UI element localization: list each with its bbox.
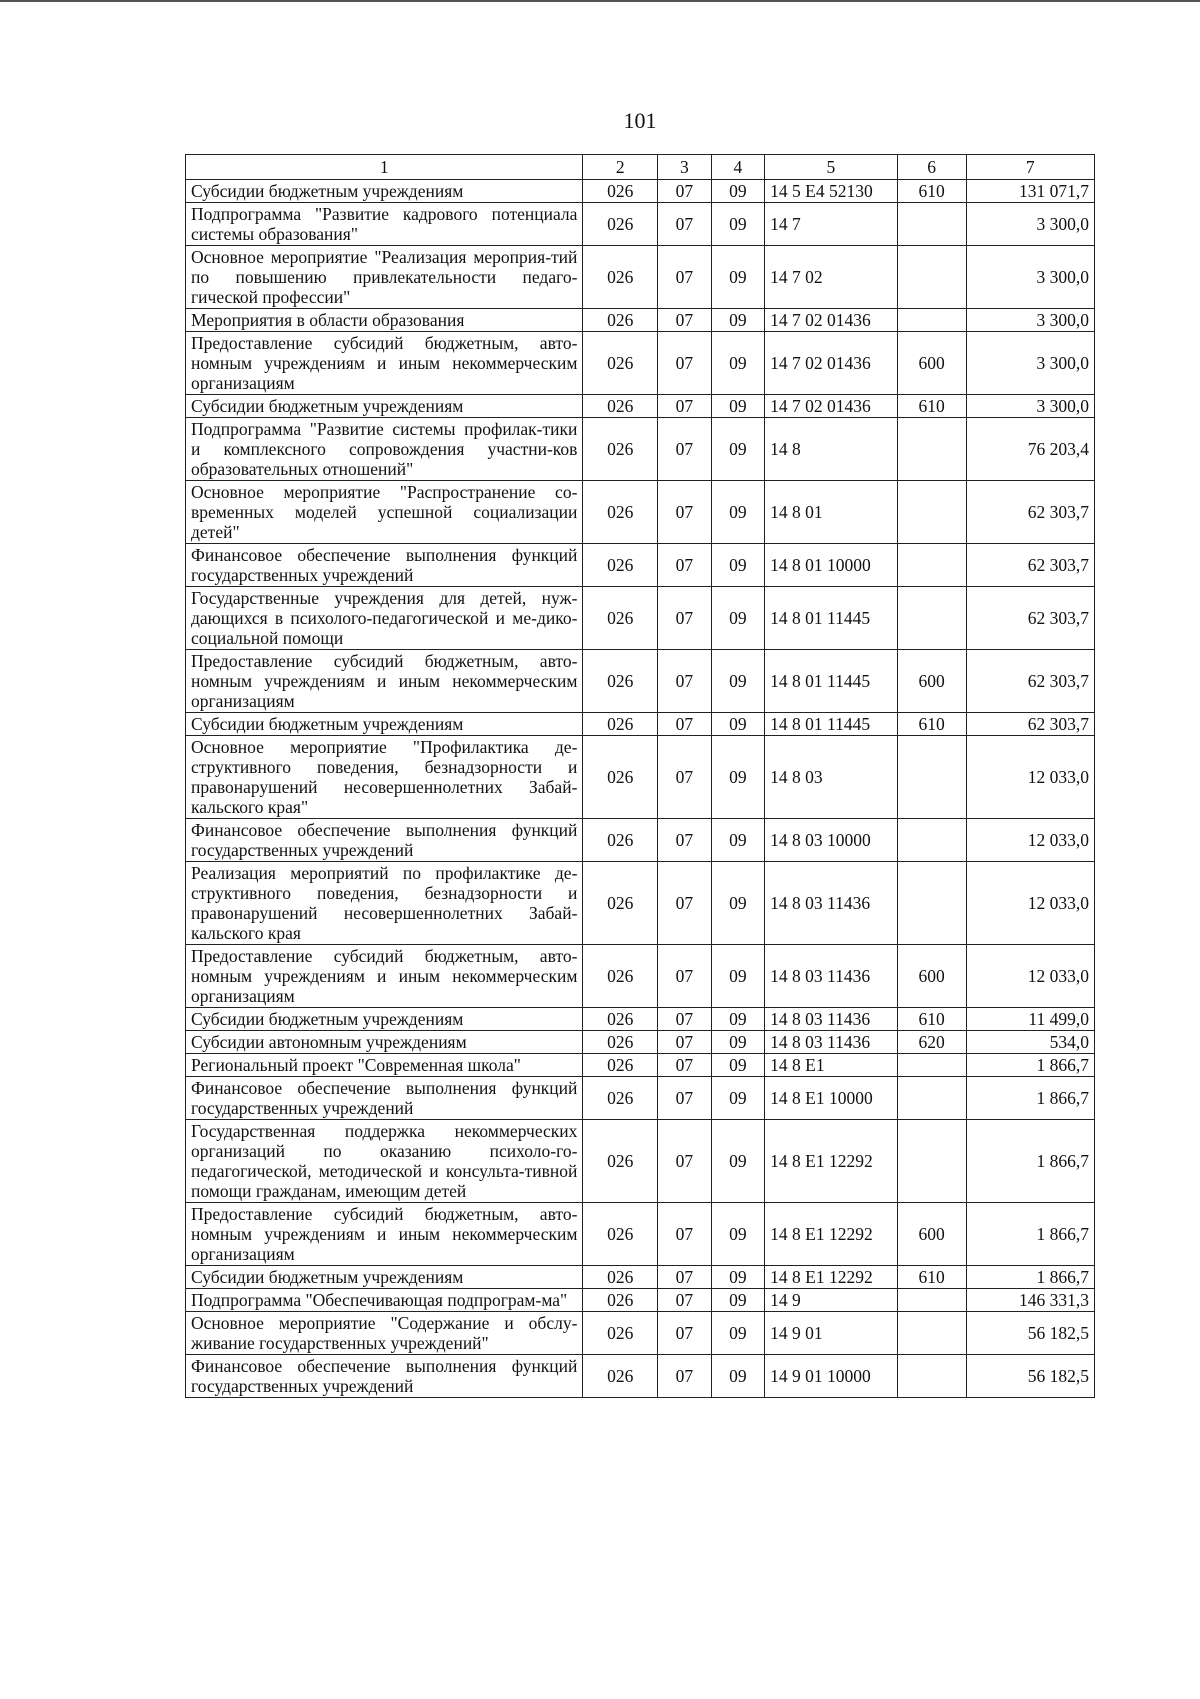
target-article-cell: 14 8 E1 12292 [765,1266,897,1289]
chief-admin-code-cell: 026 [583,544,658,587]
section-code-cell: 07 [658,544,712,587]
chief-admin-code-cell: 026 [583,481,658,544]
chief-admin-code-cell: 026 [583,1077,658,1120]
row-name-cell: Субсидии бюджетным учреждениям [186,1008,583,1031]
row-name-cell: Основное мероприятие "Профилактика де-структивного поведения, безнадзорности и правонарушений несовершеннолетних Забай-кальского края" [186,736,583,819]
table-row [186,1355,1095,1398]
chief-admin-code-cell: 026 [583,332,658,395]
section-code-cell: 07 [658,713,712,736]
target-article-cell: 14 7 02 01436 [765,309,897,332]
header-cell: 6 [897,155,966,180]
subsection-code-cell: 09 [711,1312,765,1355]
expense-type-cell: 610 [897,395,966,418]
amount-cell: 1 866,7 [966,1266,1094,1289]
subsection-code-cell: 09 [711,587,765,650]
expense-type-cell: 600 [897,650,966,713]
row-name-cell: Субсидии бюджетным учреждениям [186,395,583,418]
target-article-cell: 14 8 01 11445 [765,713,897,736]
chief-admin-code-cell: 026 [583,1031,658,1054]
expense-type-cell: 600 [897,945,966,1008]
header-cell: 7 [966,155,1094,180]
expense-type-cell [897,418,966,481]
amount-cell: 3 300,0 [966,246,1094,309]
table-row [186,1289,1095,1312]
subsection-code-cell: 09 [711,1077,765,1120]
expense-type-cell: 600 [897,1203,966,1266]
chief-admin-code-cell: 026 [583,1266,658,1289]
subsection-code-cell: 09 [711,819,765,862]
amount-cell: 3 300,0 [966,309,1094,332]
chief-admin-code-cell: 026 [583,1312,658,1355]
target-article-cell: 14 8 01 11445 [765,587,897,650]
target-article-cell: 14 8 01 10000 [765,544,897,587]
chief-admin-code-cell: 026 [583,418,658,481]
amount-cell: 11 499,0 [966,1008,1094,1031]
table-row [186,203,1095,246]
subsection-code-cell: 09 [711,481,765,544]
section-code-cell: 07 [658,246,712,309]
target-article-cell: 14 7 [765,203,897,246]
header-cell: 3 [658,155,712,180]
target-article-cell: 14 7 02 01436 [765,332,897,395]
row-name-cell: Финансовое обеспечение выполнения функций государственных учреждений [186,1355,583,1398]
section-code-cell: 07 [658,1355,712,1398]
amount-cell: 62 303,7 [966,481,1094,544]
expense-type-cell [897,246,966,309]
page-top-edge [0,0,1200,2]
amount-cell: 12 033,0 [966,945,1094,1008]
amount-cell: 1 866,7 [966,1120,1094,1203]
subsection-code-cell: 09 [711,650,765,713]
subsection-code-cell: 09 [711,1203,765,1266]
section-code-cell: 07 [658,587,712,650]
subsection-code-cell: 09 [711,1355,765,1398]
table-row [186,1054,1095,1077]
section-code-cell: 07 [658,945,712,1008]
expense-type-cell [897,1312,966,1355]
subsection-code-cell: 09 [711,309,765,332]
chief-admin-code-cell: 026 [583,819,658,862]
amount-cell: 76 203,4 [966,418,1094,481]
amount-cell: 62 303,7 [966,587,1094,650]
amount-cell: 12 033,0 [966,819,1094,862]
row-name-cell: Предоставление субсидий бюджетным, авто-номным учреждениям и иным некоммерческим организациям [186,332,583,395]
chief-admin-code-cell: 026 [583,309,658,332]
row-name-cell: Субсидии бюджетным учреждениям [186,180,583,203]
subsection-code-cell: 09 [711,246,765,309]
row-name-cell: Субсидии автономным учреждениям [186,1031,583,1054]
section-code-cell: 07 [658,481,712,544]
subsection-code-cell: 09 [711,1289,765,1312]
target-article-cell: 14 8 03 11436 [765,862,897,945]
table-row [186,862,1095,945]
amount-cell: 146 331,3 [966,1289,1094,1312]
subsection-code-cell: 09 [711,736,765,819]
section-code-cell: 07 [658,395,712,418]
table-row [186,945,1095,1008]
budget-table [185,154,1095,1398]
chief-admin-code-cell: 026 [583,1289,658,1312]
chief-admin-code-cell: 026 [583,180,658,203]
expense-type-cell [897,1120,966,1203]
row-name-cell: Подпрограмма "Обеспечивающая подпрограм-ма" [186,1289,583,1312]
expense-type-cell: 610 [897,1008,966,1031]
subsection-code-cell: 09 [711,1054,765,1077]
chief-admin-code-cell: 026 [583,945,658,1008]
expense-type-cell: 610 [897,1266,966,1289]
target-article-cell: 14 8 E1 12292 [765,1203,897,1266]
table-row [186,309,1095,332]
amount-cell: 12 033,0 [966,862,1094,945]
table-row [186,650,1095,713]
table-row [186,819,1095,862]
target-article-cell: 14 8 03 10000 [765,819,897,862]
row-name-cell: Подпрограмма "Развитие кадрового потенциала системы образования" [186,203,583,246]
subsection-code-cell: 09 [711,332,765,395]
expense-type-cell [897,1077,966,1120]
target-article-cell: 14 8 [765,418,897,481]
header-cell: 2 [583,155,658,180]
subsection-code-cell: 09 [711,1266,765,1289]
target-article-cell: 14 8 E1 [765,1054,897,1077]
header-cell: 1 [186,155,583,180]
row-name-cell: Финансовое обеспечение выполнения функций государственных учреждений [186,544,583,587]
chief-admin-code-cell: 026 [583,1203,658,1266]
row-name-cell: Основное мероприятие "Содержание и обслу-живание государственных учреждений" [186,1312,583,1355]
target-article-cell: 14 8 03 11436 [765,1008,897,1031]
table-row [186,481,1095,544]
target-article-cell: 14 5 E4 52130 [765,180,897,203]
section-code-cell: 07 [658,180,712,203]
row-name-cell: Основное мероприятие "Реализация мероприя-тий по повышению привлекательности педаго-гической профессии" [186,246,583,309]
expense-type-cell [897,481,966,544]
amount-cell: 3 300,0 [966,203,1094,246]
chief-admin-code-cell: 026 [583,246,658,309]
row-name-cell: Государственная поддержка некоммерческих организаций по оказанию психоло-го-педагогической, методической и консульта-тивной помощи гражданам, имеющим детей [186,1120,583,1203]
subsection-code-cell: 09 [711,1120,765,1203]
subsection-code-cell: 09 [711,862,765,945]
table-row [186,332,1095,395]
section-code-cell: 07 [658,819,712,862]
chief-admin-code-cell: 026 [583,395,658,418]
row-name-cell: Финансовое обеспечение выполнения функций государственных учреждений [186,819,583,862]
expense-type-cell [897,736,966,819]
header-cell: 5 [765,155,897,180]
section-code-cell: 07 [658,1031,712,1054]
table-row [186,395,1095,418]
target-article-cell: 14 7 02 01436 [765,395,897,418]
target-article-cell: 14 8 01 11445 [765,650,897,713]
section-code-cell: 07 [658,1289,712,1312]
table-row [186,180,1095,203]
subsection-code-cell: 09 [711,395,765,418]
expense-type-cell [897,1289,966,1312]
chief-admin-code-cell: 026 [583,1120,658,1203]
table-row [186,587,1095,650]
table-row [186,1008,1095,1031]
amount-cell: 56 182,5 [966,1312,1094,1355]
target-article-cell: 14 8 03 11436 [765,945,897,1008]
expense-type-cell [897,309,966,332]
row-name-cell: Субсидии бюджетным учреждениям [186,1266,583,1289]
target-article-cell: 14 8 03 [765,736,897,819]
table-row [186,246,1095,309]
section-code-cell: 07 [658,736,712,819]
subsection-code-cell: 09 [711,1008,765,1031]
section-code-cell: 07 [658,1054,712,1077]
subsection-code-cell: 09 [711,544,765,587]
row-name-cell: Реализация мероприятий по профилактике де-структивного поведения, безнадзорности и правонарушений несовершеннолетних Забай-кальского края [186,862,583,945]
amount-cell: 1 866,7 [966,1054,1094,1077]
table-row [186,544,1095,587]
chief-admin-code-cell: 026 [583,587,658,650]
amount-cell: 1 866,7 [966,1203,1094,1266]
section-code-cell: 07 [658,309,712,332]
chief-admin-code-cell: 026 [583,862,658,945]
subsection-code-cell: 09 [711,713,765,736]
section-code-cell: 07 [658,1312,712,1355]
target-article-cell: 14 8 01 [765,481,897,544]
amount-cell: 62 303,7 [966,650,1094,713]
table-row [186,713,1095,736]
amount-cell: 3 300,0 [966,332,1094,395]
subsection-code-cell: 09 [711,180,765,203]
section-code-cell: 07 [658,862,712,945]
subsection-code-cell: 09 [711,945,765,1008]
section-code-cell: 07 [658,650,712,713]
chief-admin-code-cell: 026 [583,1355,658,1398]
section-code-cell: 07 [658,332,712,395]
expense-type-cell [897,1054,966,1077]
table-row [186,1031,1095,1054]
target-article-cell: 14 9 01 10000 [765,1355,897,1398]
chief-admin-code-cell: 026 [583,1054,658,1077]
amount-cell: 131 071,7 [966,180,1094,203]
amount-cell: 534,0 [966,1031,1094,1054]
section-code-cell: 07 [658,203,712,246]
subsection-code-cell: 09 [711,418,765,481]
subsection-code-cell: 09 [711,203,765,246]
target-article-cell: 14 8 E1 10000 [765,1077,897,1120]
row-name-cell: Предоставление субсидий бюджетным, авто-номным учреждениям и иным некоммерческим организациям [186,945,583,1008]
subsection-code-cell: 09 [711,1031,765,1054]
target-article-cell: 14 9 [765,1289,897,1312]
target-article-cell: 14 8 03 11436 [765,1031,897,1054]
expense-type-cell [897,1355,966,1398]
row-name-cell: Основное мероприятие "Распространение со-временных моделей успешной социализации детей" [186,481,583,544]
row-name-cell: Предоставление субсидий бюджетным, авто-номным учреждениям и иным некоммерческим организациям [186,650,583,713]
table-row [186,1312,1095,1355]
expense-type-cell [897,819,966,862]
expense-type-cell: 610 [897,180,966,203]
table-row [186,1077,1095,1120]
table-row [186,1203,1095,1266]
chief-admin-code-cell: 026 [583,650,658,713]
target-article-cell: 14 8 E1 12292 [765,1120,897,1203]
amount-cell: 62 303,7 [966,713,1094,736]
row-name-cell: Государственные учреждения для детей, нуж-дающихся в психолого-педагогической и ме-дико-социальной помощи [186,587,583,650]
expense-type-cell: 610 [897,713,966,736]
table-row [186,1120,1095,1203]
row-name-cell: Субсидии бюджетным учреждениям [186,713,583,736]
table-header-row [186,155,1095,180]
chief-admin-code-cell: 026 [583,736,658,819]
section-code-cell: 07 [658,1203,712,1266]
section-code-cell: 07 [658,1120,712,1203]
row-name-cell: Финансовое обеспечение выполнения функций государственных учреждений [186,1077,583,1120]
section-code-cell: 07 [658,1077,712,1120]
row-name-cell: Региональный проект "Современная школа" [186,1054,583,1077]
expense-type-cell [897,862,966,945]
amount-cell: 12 033,0 [966,736,1094,819]
header-cell: 4 [711,155,765,180]
table-row [186,1266,1095,1289]
section-code-cell: 07 [658,1008,712,1031]
row-name-cell: Мероприятия в области образования [186,309,583,332]
amount-cell: 62 303,7 [966,544,1094,587]
amount-cell: 56 182,5 [966,1355,1094,1398]
table-row [186,736,1095,819]
row-name-cell: Предоставление субсидий бюджетным, авто-номным учреждениям и иным некоммерческим организациям [186,1203,583,1266]
section-code-cell: 07 [658,1266,712,1289]
page-number: 101 [623,108,657,133]
amount-cell: 3 300,0 [966,395,1094,418]
expense-type-cell [897,544,966,587]
section-code-cell: 07 [658,418,712,481]
expense-type-cell [897,203,966,246]
row-name-cell: Подпрограмма "Развитие системы профилак-тики и комплексного сопровождения участни-ков образовательных отношений" [186,418,583,481]
chief-admin-code-cell: 026 [583,203,658,246]
target-article-cell: 14 9 01 [765,1312,897,1355]
expense-type-cell: 600 [897,332,966,395]
expense-type-cell: 620 [897,1031,966,1054]
chief-admin-code-cell: 026 [583,1008,658,1031]
target-article-cell: 14 7 02 [765,246,897,309]
table-row [186,418,1095,481]
chief-admin-code-cell: 026 [583,713,658,736]
amount-cell: 1 866,7 [966,1077,1094,1120]
expense-type-cell [897,587,966,650]
